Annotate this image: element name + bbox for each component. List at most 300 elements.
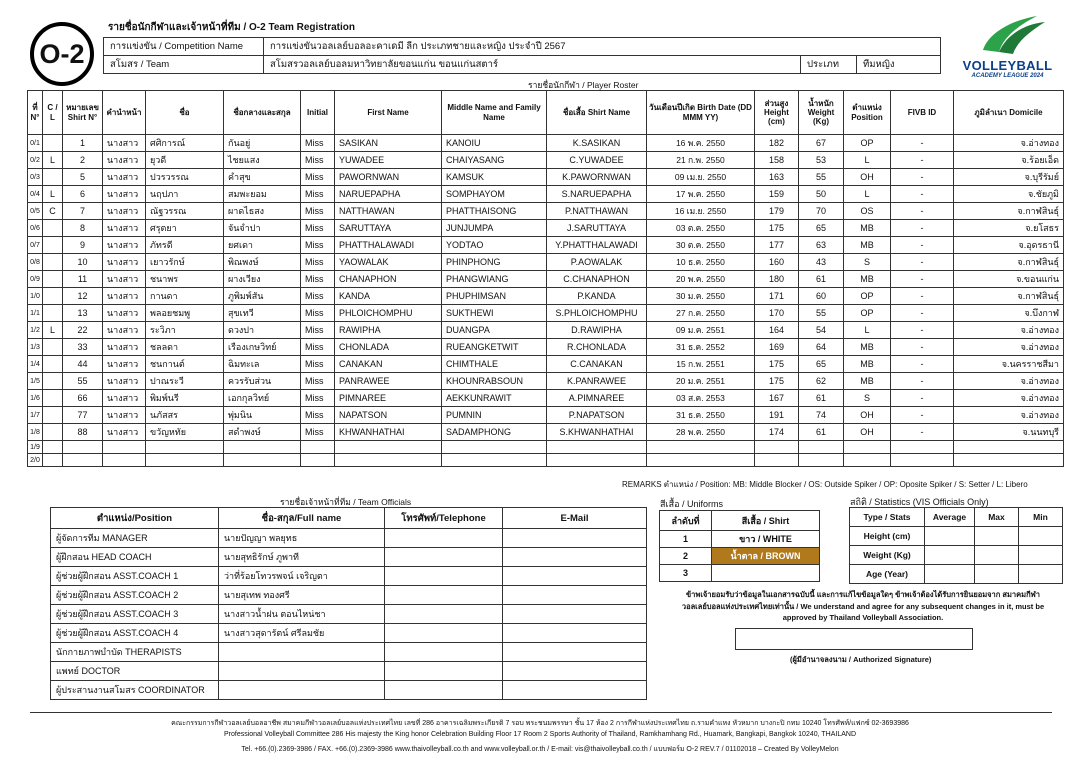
official-email[interactable]: [503, 662, 647, 681]
roster-cell-first-name: PHLOICHOMPHU: [335, 305, 442, 322]
roster-cell-captain-libero: [43, 254, 63, 271]
position-remarks: REMARKS ตำแหน่ง / Position: MB: Middle Blocker / OS: Outside Spiker / OP: Oposite Spiker / S: Setter / L: Libero: [622, 480, 1028, 489]
roster-cell-shirt-number: 11: [63, 271, 103, 288]
roster-cell-domicile[interactable]: [954, 441, 1064, 454]
roster-cell-shirt-number[interactable]: [63, 454, 103, 467]
uniform-color: น้ำตาล / BROWN: [712, 548, 820, 565]
roster-cell-first-name[interactable]: [335, 441, 442, 454]
official-row: [51, 529, 647, 548]
official-position: แพทย์ DOCTOR: [51, 662, 219, 681]
roster-cell-shirt-name[interactable]: [547, 441, 647, 454]
roster-cell-last-name-thai: ภูพิมพ์สัน: [224, 288, 301, 305]
roster-cell-position: OH: [844, 407, 891, 424]
roster-cell-first-name: PAWORNWAN: [335, 169, 442, 186]
official-row: [51, 605, 647, 624]
roster-cell-shirt-name[interactable]: [547, 454, 647, 467]
roster-cell-domicile: จ.ขอนแก่น: [954, 271, 1064, 288]
roster-cell-weight: 43: [799, 254, 844, 271]
roster-cell-weight[interactable]: [799, 454, 844, 467]
roster-cell-shirt-name: J.SARUTTAYA: [547, 220, 647, 237]
roster-cell-row-index: 1/6: [28, 390, 43, 407]
roster-cell-weight: 60: [799, 288, 844, 305]
roster-cell-first-name[interactable]: [335, 454, 442, 467]
roster-cell-last-name-thai: สมพะยอม: [224, 186, 301, 203]
roster-cell-first-name: SARUTTAYA: [335, 220, 442, 237]
official-email[interactable]: [503, 567, 647, 586]
official-email[interactable]: [503, 586, 647, 605]
roster-cell-last-name-thai: พิณพงษ์: [224, 254, 301, 271]
official-row: [51, 681, 647, 700]
header-table: [103, 37, 941, 74]
roster-cell-last-name-thai: สุขเทวี: [224, 305, 301, 322]
roster-cell-family-name: YODTAO: [442, 237, 547, 254]
roster-cell-shirt-number: 12: [63, 288, 103, 305]
roster-cell-domicile: จ.อ่างทอง: [954, 135, 1064, 152]
roster-cell-shirt-number: 13: [63, 305, 103, 322]
roster-cell-row-index: 0/8: [28, 254, 43, 271]
official-email[interactable]: [503, 605, 647, 624]
stats-cell[interactable]: [975, 565, 1019, 584]
roster-cell-fivb-id: -: [891, 169, 954, 186]
uniforms-col-shirt: สีเสื้อ / Shirt: [712, 511, 820, 531]
col-family-name: Middle Name and Family Name: [442, 91, 547, 135]
roster-cell-initial: Miss: [301, 339, 335, 356]
roster-cell-last-name-thai: เอกกุลวิทย์: [224, 390, 301, 407]
roster-cell-captain-libero: [43, 339, 63, 356]
roster-cell-last-name-thai[interactable]: [224, 441, 301, 454]
roster-cell-height: 175: [755, 373, 799, 390]
team-label: สโมสร / Team: [104, 56, 264, 74]
roster-cell-weight[interactable]: [799, 441, 844, 454]
roster-cell-shirt-number: 66: [63, 390, 103, 407]
roster-cell-initial: Miss: [301, 237, 335, 254]
roster-cell-title: นางสาว: [103, 424, 146, 441]
roster-cell-shirt-name: Y.PHATTHALAWADI: [547, 237, 647, 254]
signature-box[interactable]: [735, 628, 973, 650]
roster-cell-shirt-number[interactable]: [63, 441, 103, 454]
roster-cell-birth-date: 30 ม.ค. 2550: [647, 288, 755, 305]
roster-cell-first-name-thai: นภัสสร: [146, 407, 224, 424]
roster-cell-captain-libero: [43, 424, 63, 441]
roster-row: [28, 169, 1064, 186]
roster-cell-family-name: RUEANGKETWIT: [442, 339, 547, 356]
roster-cell-shirt-name: K.PANRAWEE: [547, 373, 647, 390]
roster-row: [28, 288, 1064, 305]
roster-cell-row-index: 0/5: [28, 203, 43, 220]
roster-row: [28, 271, 1064, 288]
roster-blank-row: [28, 454, 1064, 467]
roster-cell-title: นางสาว: [103, 288, 146, 305]
roster-cell-shirt-name: P.AOWALAK: [547, 254, 647, 271]
roster-cell-position: MB: [844, 339, 891, 356]
roster-cell-shirt-name: D.RAWIPHA: [547, 322, 647, 339]
roster-cell-initial[interactable]: [301, 441, 335, 454]
roster-cell-fivb-id: -: [891, 390, 954, 407]
roster-cell-first-name-thai: ปาณระวี: [146, 373, 224, 390]
col-shirt-name: ชื่อเสื้อ Shirt Name: [547, 91, 647, 135]
roster-cell-row-index: 1/5: [28, 373, 43, 390]
roster-cell-birth-date: 16 พ.ค. 2550: [647, 135, 755, 152]
roster-cell-weight: 62: [799, 373, 844, 390]
roster-cell-first-name-thai: ศรุตยา: [146, 220, 224, 237]
roster-cell-birth-date: 10 ธ.ค. 2550: [647, 254, 755, 271]
roster-cell-shirt-number: 5: [63, 169, 103, 186]
roster-cell-family-name: DUANGPA: [442, 322, 547, 339]
roster-cell-initial: Miss: [301, 373, 335, 390]
roster-cell-first-name-thai: พลอยชมพู: [146, 305, 224, 322]
roster-cell-row-index: 0/6: [28, 220, 43, 237]
roster-cell-fivb-id: -: [891, 271, 954, 288]
official-email[interactable]: [503, 681, 647, 700]
roster-cell-position: MB: [844, 373, 891, 390]
roster-cell-last-name-thai: สดำพงษ์: [224, 424, 301, 441]
roster-cell-domicile: จ.กาฬสินธุ์: [954, 254, 1064, 271]
uniforms-table: [659, 510, 820, 582]
official-email[interactable]: [503, 529, 647, 548]
roster-cell-height[interactable]: [755, 454, 799, 467]
roster-cell-first-name-thai[interactable]: [146, 454, 224, 467]
stats-cell[interactable]: [925, 527, 975, 546]
roster-cell-last-name-thai: จันจำปา: [224, 220, 301, 237]
official-email[interactable]: [503, 548, 647, 567]
official-telephone[interactable]: [385, 567, 503, 586]
roster-cell-shirt-number: 10: [63, 254, 103, 271]
roster-cell-shirt-number: 2: [63, 152, 103, 169]
roster-row: [28, 186, 1064, 203]
roster-cell-initial: Miss: [301, 203, 335, 220]
roster-cell-last-name-thai: เรืองเกษวิทย์: [224, 339, 301, 356]
stats-cell[interactable]: [975, 527, 1019, 546]
roster-cell-first-name-thai: ศศิการณ์: [146, 135, 224, 152]
roster-row: [28, 152, 1064, 169]
roster-cell-title: นางสาว: [103, 339, 146, 356]
roster-cell-initial: Miss: [301, 169, 335, 186]
roster-cell-position: OS: [844, 203, 891, 220]
roster-cell-first-name: RAWIPHA: [335, 322, 442, 339]
roster-cell-first-name-thai: เยาวรักษ์: [146, 254, 224, 271]
official-email[interactable]: [503, 643, 647, 662]
stats-col-min: Min: [1019, 508, 1063, 527]
roster-header-row: [28, 91, 1064, 135]
roster-cell-domicile: จ.อุดรธานี: [954, 237, 1064, 254]
official-position: ผู้จัดการทีม MANAGER: [51, 529, 219, 548]
roster-cell-family-name: KAMSUK: [442, 169, 547, 186]
roster-cell-first-name: CANAKAN: [335, 356, 442, 373]
roster-cell-position: S: [844, 254, 891, 271]
roster-cell-title: นางสาว: [103, 152, 146, 169]
stats-cell[interactable]: [1019, 565, 1063, 584]
col-shirt-number: หมายเลข Shirt N°: [63, 91, 103, 135]
official-position: ผู้ฝึกสอน HEAD COACH: [51, 548, 219, 567]
roster-cell-title: นางสาว: [103, 220, 146, 237]
roster-cell-title: นางสาว: [103, 254, 146, 271]
official-row: [51, 567, 647, 586]
roster-cell-fivb-id[interactable]: [891, 454, 954, 467]
roster-cell-title: นางสาว: [103, 407, 146, 424]
roster-cell-first-name: PANRAWEE: [335, 373, 442, 390]
roster-cell-height: 179: [755, 203, 799, 220]
officials-col-telephone: โทรศัพท์/Telephone: [385, 508, 503, 529]
roster-cell-captain-libero: [43, 220, 63, 237]
footer-line-1: คณะกรรมการกีฬาวอลเลย์บอลอาชีพ สมาคมกีฬาวอลเลย์บอลแห่งประเทศไทย เลขที่ 286 อาคารเฉลิมพระเกียรติ 7 รอบ พระชนมพรรษา ชั้น 17 ห้อง 2 การกีฬาแห่งประเทศไทย ถ.รามคำแหง หัวหมาก บางกะปิ กทม 10240 โทรศัพท์/แฟกซ์ 02-3693986: [171, 720, 909, 727]
roster-cell-initial: Miss: [301, 271, 335, 288]
roster-cell-first-name-thai: กานดา: [146, 288, 224, 305]
roster-cell-row-index: 1/0: [28, 288, 43, 305]
agreement-line-2: วอลเลย์บอลแห่งประเทศไทยเท่านั้น / We understand and agree for any subsequent changes in it, must be: [681, 601, 1045, 611]
roster-cell-shirt-number: 22: [63, 322, 103, 339]
roster-cell-domicile: จ.นนทบุรี: [954, 424, 1064, 441]
uniform-order: 3: [660, 565, 712, 582]
roster-cell-title: นางสาว: [103, 237, 146, 254]
roster-cell-birth-date: 09 ม.ค. 2551: [647, 322, 755, 339]
roster-cell-first-name-thai: ณัฐวรรณ: [146, 203, 224, 220]
roster-cell-first-name: CHANAPHON: [335, 271, 442, 288]
team-officials-table: [50, 507, 647, 700]
roster-cell-captain-libero: C: [43, 203, 63, 220]
roster-cell-position: OP: [844, 135, 891, 152]
official-name: นางสาวน้ำฝน ตอนไหน่ชา: [219, 605, 385, 624]
official-email[interactable]: [503, 624, 647, 643]
roster-cell-height[interactable]: [755, 441, 799, 454]
roster-cell-fivb-id[interactable]: [891, 441, 954, 454]
roster-cell-row-index: 0/7: [28, 237, 43, 254]
roster-cell-last-name-thai[interactable]: [224, 454, 301, 467]
official-telephone[interactable]: [385, 548, 503, 567]
roster-row: [28, 220, 1064, 237]
footer-line-2: Professional Volleyball Committee 286 His majesty the King honor Celebration Building Floor 17 Room 2 Sports Authority of Thailand, Ramkhamhang Rd., Huamark, Bangkapi, Bangkok 10240, THAILAND: [223, 731, 857, 738]
roster-cell-captain-libero: [43, 390, 63, 407]
roster-cell-weight: 61: [799, 424, 844, 441]
roster-cell-fivb-id: -: [891, 220, 954, 237]
roster-cell-domicile: จ.อ่างทอง: [954, 373, 1064, 390]
roster-cell-birth-date[interactable]: [647, 441, 755, 454]
roster-cell-initial[interactable]: [301, 454, 335, 467]
roster-cell-birth-date: 03 ต.ค. 2550: [647, 220, 755, 237]
roster-cell-title: นางสาว: [103, 322, 146, 339]
roster-cell-birth-date: 30 ต.ค. 2550: [647, 237, 755, 254]
roster-cell-captain-libero: [43, 373, 63, 390]
roster-cell-title[interactable]: [103, 441, 146, 454]
stats-cell[interactable]: [925, 546, 975, 565]
roster-cell-shirt-name: C.YUWADEE: [547, 152, 647, 169]
roster-row: [28, 424, 1064, 441]
col-fivb-id: FIVB ID: [891, 91, 954, 135]
roster-cell-height: 191: [755, 407, 799, 424]
col-captain-libero: C / L: [43, 91, 63, 135]
roster-cell-initial: Miss: [301, 186, 335, 203]
roster-cell-height: 180: [755, 271, 799, 288]
roster-cell-family-name: PHANGWIANG: [442, 271, 547, 288]
official-position: ผู้ช่วยผู้ฝึกสอน ASST.COACH 1: [51, 567, 219, 586]
official-position: ผู้ประสานงานสโมสร COORDINATOR: [51, 681, 219, 700]
roster-cell-height: 159: [755, 186, 799, 203]
official-position: ผู้ช่วยผู้ฝึกสอน ASST.COACH 2: [51, 586, 219, 605]
roster-cell-birth-date: 21 ก.พ. 2550: [647, 152, 755, 169]
roster-cell-birth-date: 20 ม.ค. 2551: [647, 373, 755, 390]
official-telephone[interactable]: [385, 529, 503, 548]
roster-cell-last-name-thai: ผางเวียง: [224, 271, 301, 288]
roster-cell-weight: 65: [799, 220, 844, 237]
roster-cell-captain-libero[interactable]: [43, 454, 63, 467]
col-weight: น้ำหนัก Weight (Kg): [799, 91, 844, 135]
official-row: [51, 624, 647, 643]
roster-cell-domicile: จ.อ่างทอง: [954, 339, 1064, 356]
brand-name: VOLLEYBALL: [962, 58, 1053, 73]
roster-cell-initial: Miss: [301, 322, 335, 339]
roster-cell-birth-date[interactable]: [647, 454, 755, 467]
roster-cell-shirt-name: C.CHANAPHON: [547, 271, 647, 288]
footer-line-3: Tel. +66.(0).2369-3986 / FAX. +66.(0).2369-3986 www.thaivolleyball.co.th and www.volleyball.or.th / E-mail: vis@thaivolleyball.co.th / แบบฟอร์ม O-2 REV.7 / 01102018 – Created By VolleyMelon: [241, 746, 839, 753]
roster-cell-first-name: YUWADEE: [335, 152, 442, 169]
roster-cell-birth-date: 31 ธ.ค. 2552: [647, 339, 755, 356]
roster-cell-last-name-thai: ยศเดา: [224, 237, 301, 254]
roster-cell-position: OH: [844, 424, 891, 441]
agreement-line-1: ข้าพเจ้ายอมรับว่าข้อมูลในเอกสารฉบับนี้ และการแก้ไขข้อมูลใดๆ ข้าพเจ้าต้องได้รับการยินยอมจาก สมาคมกีฬา: [686, 590, 1040, 599]
roster-cell-fivb-id: -: [891, 237, 954, 254]
official-telephone[interactable]: [385, 605, 503, 624]
roster-cell-birth-date: 27 ก.ค. 2550: [647, 305, 755, 322]
roster-cell-initial: Miss: [301, 407, 335, 424]
roster-cell-birth-date: 31 ธ.ค. 2550: [647, 407, 755, 424]
official-row: [51, 643, 647, 662]
roster-cell-family-name[interactable]: [442, 454, 547, 467]
roster-cell-row-index: 0/1: [28, 135, 43, 152]
stats-cell[interactable]: [975, 546, 1019, 565]
roster-cell-last-name-thai: กันอยู่: [224, 135, 301, 152]
roster-cell-row-index: 2/0: [28, 454, 43, 467]
roster-cell-initial: Miss: [301, 424, 335, 441]
roster-cell-height: 170: [755, 305, 799, 322]
officials-col-name: ชื่อ-สกุล/Full name: [219, 508, 385, 529]
official-telephone[interactable]: [385, 662, 503, 681]
roster-cell-shirt-name: A.PIMNAREE: [547, 390, 647, 407]
roster-cell-shirt-name: P.KANDA: [547, 288, 647, 305]
roster-cell-height: 177: [755, 237, 799, 254]
roster-cell-captain-libero: [43, 237, 63, 254]
roster-cell-family-name: PHUPHIMSAN: [442, 288, 547, 305]
roster-cell-first-name: YAOWALAK: [335, 254, 442, 271]
roster-cell-height: 160: [755, 254, 799, 271]
stats-col-max: Max: [975, 508, 1019, 527]
official-telephone[interactable]: [385, 624, 503, 643]
stats-type: Age (Year): [850, 565, 925, 584]
roster-cell-shirt-number: 44: [63, 356, 103, 373]
uniform-order: 1: [660, 531, 712, 548]
roster-cell-first-name: NARUEPAPHA: [335, 186, 442, 203]
official-telephone[interactable]: [385, 586, 503, 605]
stats-cell[interactable]: [925, 565, 975, 584]
roster-cell-family-name: KANOIU: [442, 135, 547, 152]
roster-cell-family-name[interactable]: [442, 441, 547, 454]
roster-cell-birth-date: 09 เม.ย. 2550: [647, 169, 755, 186]
roster-cell-position: L: [844, 152, 891, 169]
col-height: ส่วนสูง Height (cm): [755, 91, 799, 135]
official-name: [219, 662, 385, 681]
agreement-text: [663, 589, 1063, 624]
stats-cell[interactable]: [1019, 527, 1063, 546]
roster-cell-weight: 55: [799, 305, 844, 322]
uniform-row: [660, 565, 820, 582]
roster-cell-fivb-id: -: [891, 339, 954, 356]
roster-cell-family-name: AEKKUNRAWIT: [442, 390, 547, 407]
roster-cell-first-name-thai: ปวรวรรณ: [146, 169, 224, 186]
roster-cell-shirt-number: 8: [63, 220, 103, 237]
uniform-color: [712, 565, 820, 582]
roster-cell-first-name: PHATTHALAWADI: [335, 237, 442, 254]
roster-cell-fivb-id: -: [891, 186, 954, 203]
roster-cell-domicile: จ.อ่างทอง: [954, 407, 1064, 424]
roster-cell-domicile[interactable]: [954, 454, 1064, 467]
roster-cell-shirt-name: S.PHLOICHOMPHU: [547, 305, 647, 322]
roster-cell-last-name-thai: คำสุข: [224, 169, 301, 186]
roster-cell-captain-libero: [43, 356, 63, 373]
roster-cell-initial: Miss: [301, 390, 335, 407]
roster-cell-weight: 74: [799, 407, 844, 424]
official-row: [51, 662, 647, 681]
roster-cell-height: 158: [755, 152, 799, 169]
roster-cell-captain-libero: [43, 305, 63, 322]
roster-cell-position[interactable]: [844, 441, 891, 454]
roster-cell-row-index: 1/4: [28, 356, 43, 373]
roster-cell-fivb-id: -: [891, 135, 954, 152]
official-telephone[interactable]: [385, 681, 503, 700]
roster-cell-position: OP: [844, 288, 891, 305]
roster-cell-weight: 65: [799, 356, 844, 373]
roster-cell-family-name: CHAIYASANG: [442, 152, 547, 169]
roster-cell-captain-libero: [43, 169, 63, 186]
statistics-table: [849, 507, 1063, 584]
roster-cell-domicile: จ.กาฬสินธุ์: [954, 288, 1064, 305]
official-name: นายปัญญา พลยุทธ: [219, 529, 385, 548]
roster-cell-shirt-number: 55: [63, 373, 103, 390]
roster-cell-position[interactable]: [844, 454, 891, 467]
roster-cell-title: นางสาว: [103, 271, 146, 288]
official-name: [219, 643, 385, 662]
brand-subtitle: ACADEMY LEAGUE 2024: [971, 73, 1044, 79]
roster-cell-row-index: 0/4: [28, 186, 43, 203]
roster-cell-family-name: KHOUNRABSOUN: [442, 373, 547, 390]
stats-cell[interactable]: [1019, 546, 1063, 565]
signature-label: (ผู้มีอำนาจลงนาม / Authorized Signature): [790, 655, 932, 664]
competition-label: การแข่งขัน / Competition Name: [104, 38, 264, 56]
roster-row: [28, 390, 1064, 407]
roster-cell-first-name-thai: ชนาพร: [146, 271, 224, 288]
col-birth-date: วันเดือนปีเกิด Birth Date (DD MMM YY): [647, 91, 755, 135]
roster-cell-title[interactable]: [103, 454, 146, 467]
roster-cell-first-name: NATTHAWAN: [335, 203, 442, 220]
roster-row: [28, 254, 1064, 271]
roster-cell-position: OH: [844, 169, 891, 186]
official-name: นายสุเทพ ทองศรี: [219, 586, 385, 605]
uniforms-col-order: ลำดับที่: [660, 511, 712, 531]
roster-cell-shirt-name: S.NARUEPAPHA: [547, 186, 647, 203]
roster-cell-fivb-id: -: [891, 322, 954, 339]
roster-cell-first-name-thai[interactable]: [146, 441, 224, 454]
roster-cell-family-name: CHIMTHALE: [442, 356, 547, 373]
roster-cell-initial: Miss: [301, 254, 335, 271]
roster-cell-birth-date: 17 พ.ค. 2550: [647, 186, 755, 203]
roster-cell-initial: Miss: [301, 135, 335, 152]
roster-cell-position: L: [844, 186, 891, 203]
officials-col-position: ตำแหน่ง/Position: [51, 508, 219, 529]
roster-cell-last-name-thai: ไชยแสง: [224, 152, 301, 169]
roster-cell-initial: Miss: [301, 305, 335, 322]
roster-cell-fivb-id: -: [891, 288, 954, 305]
official-telephone[interactable]: [385, 643, 503, 662]
roster-cell-shirt-name: C.CANAKAN: [547, 356, 647, 373]
roster-row: [28, 339, 1064, 356]
roster-cell-captain-libero[interactable]: [43, 441, 63, 454]
